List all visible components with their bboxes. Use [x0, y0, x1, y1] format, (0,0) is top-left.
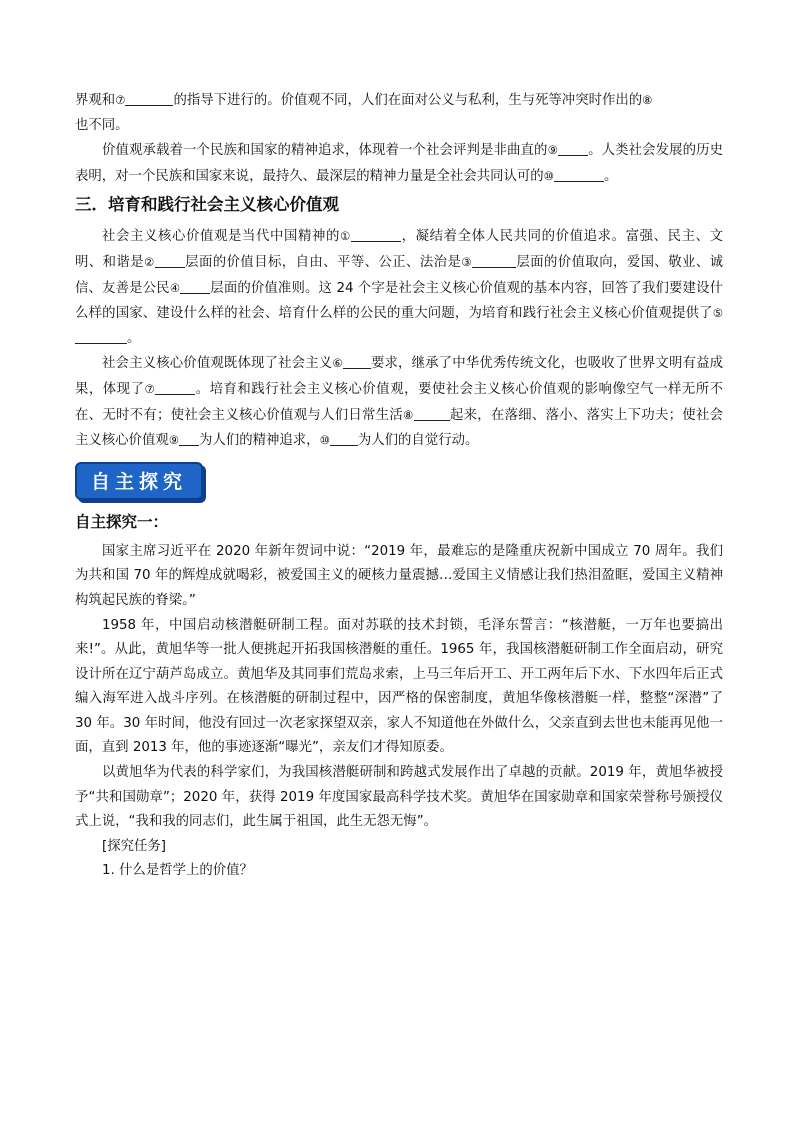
section3-heading: 三．培育和践行社会主义核心价值观 [75, 195, 339, 215]
marker-8: ⑧ [403, 407, 414, 422]
marker-8: ⑧ [642, 93, 653, 107]
answer-blank[interactable] [330, 430, 358, 446]
marker-4: ④ [169, 280, 181, 295]
answer-blank[interactable] [343, 353, 371, 369]
explore1-paragraph-1: 国家主席习近平在 2020 年新年贺词中说：“2019 年，最难忘的是隆重庆祝新中国成立 70 周年。我们为共和国 70 年的辉煌成就喝彩，被爱国主义的硬核力量震撼…爱国主义情感让我们热泪盈眶，爱国主义精神构筑起民族的脊梁。” [75, 543, 723, 608]
marker-7: ⑦ [115, 93, 126, 107]
document-page [75, 88, 723, 884]
marker-2: ② [144, 254, 155, 269]
explore1-paragraph-2: 1958 年，中国启动核潜艇研制工程。面对苏联的技术封锁，毛泽东誓言：“核潜艇，一万年也要搞出来!”。从此，黄旭华等一批人便挑起开拓我国核潜艇的重任。1965 年，我国核潜艇研制工作全面启动，研究设计所在辽宁葫芦岛成立。黄旭华及其同事们荒岛求索，上马三年后开工、开工两年后下水、下水四年后正式编入海军进入战斗序列。在核潜艇的研制过程中，因严格的保密制度，黄旭华像核潜艇一样，整整“深潜”了 30 年。30 年时间，他没有回过一次老家探望双亲，家人不知道他在外做什么，父亲直到去世也未能再见他一面，直到 2013 年，他的事迹逐渐“曝光”，亲友们才得知原委。 [75, 617, 723, 756]
explore1-paragraph-3: 以黄旭华为代表的科学家们，为我国核潜艇研制和跨越式发展作出了卓越的贡献。2019 年，黄旭华被授予“共和国勋章”；2020 年，获得 2019 年度国家最高科学技术奖。黄旭华在国家勋章和国家荣誉称号颁授仪式上说，“我和我的同志们，此生属于祖国，此生无怨无悔”。 [75, 765, 723, 830]
task-label: [探究任务] [102, 838, 167, 854]
marker-1: ① [340, 229, 351, 244]
marker-9: ⑨ [168, 433, 180, 448]
explore1-heading: 自主探究一： [75, 512, 169, 531]
marker-10: ⑩ [319, 433, 330, 448]
section2-paragraph-2: 价值观承载着一个民族和国家的精神追求，体现着一个社会评判是非曲直的⑨ 。人类社会发展的历史表明，对一个民族和国家来说，最持久、最深层的精神力量是全社会共同认可的⑩ 。 [75, 138, 723, 189]
answer-blank[interactable] [155, 252, 185, 268]
answer-blank[interactable] [414, 405, 450, 421]
answer-blank[interactable] [558, 140, 588, 156]
marker-9: ⑨ [547, 143, 558, 158]
marker-5: ⑤ [712, 306, 723, 321]
answer-blank[interactable] [351, 226, 401, 242]
section2-paragraph-1: 界观和⑦ 的指导下进行的。价值观不同，人们在面对公义与私利，生与死等冲突时作出的⑧ 也不同。 [75, 88, 723, 138]
marker-3: ③ [461, 254, 472, 269]
marker-10: ⑩ [543, 168, 554, 183]
answer-blank[interactable] [75, 328, 127, 344]
answer-blank[interactable] [179, 430, 199, 446]
section3-paragraph-2: 社会主义核心价值观既体现了社会主义⑥ 要求，继承了中华优秀传统文化，也吸收了世界文明有益成果，体现了⑦ 。培育和践行社会主义核心价值观，要使社会主义核心价值观的影响像空气一样无所不在、无时不有；使社会主义核心价值观与人们日常生活⑧ 起来，在落细、落小、落实上下功夫；使社会主义核心价值观⑨ 为人们的精神追求，⑩ 为人们的自觉行动。 [75, 351, 723, 453]
answer-blank[interactable] [554, 166, 604, 182]
answer-blank[interactable] [180, 278, 210, 294]
answer-blank[interactable] [472, 252, 516, 268]
marker-6: ⑥ [332, 356, 343, 371]
marker-7: ⑦ [144, 381, 156, 396]
self-exploration-badge: 自主探究 [75, 462, 203, 500]
question-1: 1. 什么是哲学上的价值？ [102, 863, 253, 879]
answer-blank[interactable] [125, 90, 173, 106]
answer-blank[interactable] [155, 379, 195, 395]
section3-paragraph-1: 社会主义核心价值观是当代中国精神的① ，凝结着全体人民共同的价值追求。富强、民主、文明、和谐是② 层面的价值目标，自由、平等、公正、法治是③ 层面的价值取向，爱国、敬业、诚信、友善是公民④ 层面的价值准则。这 24 个字是社会主义核心价值观的基本内容，回答了我们要建设什么样的国家、建设什么样的社会、培育什么样的公民的重大问题，为培育和践行社会主义核心价值观提供了⑤。 [75, 224, 723, 351]
